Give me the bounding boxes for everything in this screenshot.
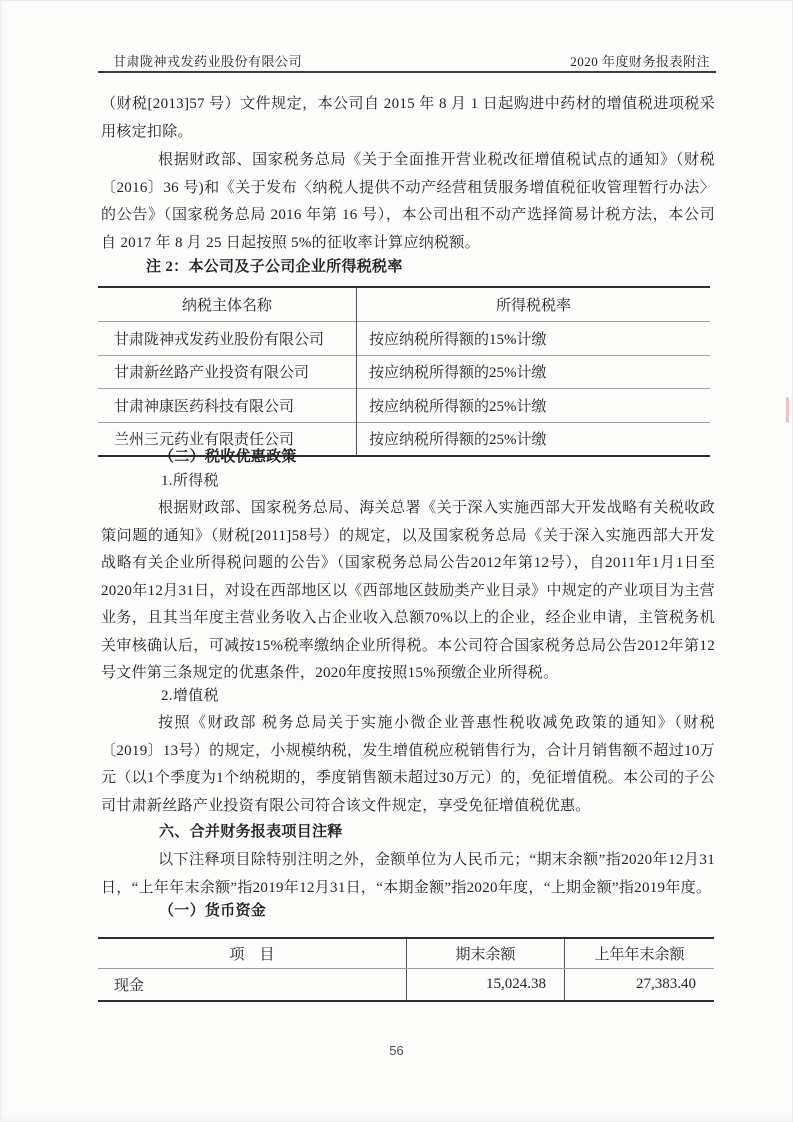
paragraph-western-development-policy: 根据财政部、国家税务总局、海关总署《关于深入实施西部大开发战略有关税收政策问题的通知》（财税[2011]58号）的规定，以及国家税务总局《关于深入实施西部大开发战略有关企业所得税问题的公告》（国家税务总局公告2012年第12号），自2011年1月1日至2020年12月31日，对设在西部地区以《西部地区鼓励类产业目录》中规定的产业项目为主营业务，且其当年度主营业务收入占企业收入总额70%以上的企业，经企业申请，主管税务机关审核确认后，可减按15%税率缴纳企业所得税。本公司符合国家税务总局公告2012年第12号文件第三条规定的优惠条件，2020年度按照15%预缴企业所得税。 bbox=[101, 500, 715, 681]
table-cell-taxpayer: 甘肃神康医药科技有限公司 bbox=[98, 389, 357, 423]
table-row bbox=[98, 969, 714, 1002]
column-header-item: 项 目 bbox=[98, 938, 407, 969]
table-cell-ending-balance: 15,024.38 bbox=[407, 969, 565, 1002]
section-heading-tax-incentives: （二）税收优惠政策 bbox=[159, 449, 297, 465]
subheading-vat: 2.增值税 bbox=[161, 688, 219, 704]
monetary-funds-table bbox=[98, 937, 714, 1002]
subheading-income-tax: 1.所得税 bbox=[161, 473, 219, 489]
paragraph-notes-definitions: 以下注释项目除特别注明之外，金额单位为人民币元；“期末余额”指2020年12月31日，“上年年末余额”指2019年12月31日，“本期金额”指2020年度，“上期金额”指2019年度。 bbox=[101, 852, 715, 896]
table-cell-taxpayer: 甘肃新丝路产业投资有限公司 bbox=[98, 355, 357, 389]
table-row bbox=[98, 389, 710, 423]
table-row bbox=[98, 355, 710, 389]
table-header-row bbox=[98, 938, 714, 969]
table-header-row bbox=[98, 287, 710, 322]
column-header-prior-year-balance: 上年年末余额 bbox=[565, 938, 715, 969]
income-tax-rate-table bbox=[98, 286, 710, 457]
section-heading-consolidated-notes: 六、合并财务报表项目注释 bbox=[159, 824, 343, 840]
note2-heading: 注 2：本公司及子公司企业所得税税率 bbox=[146, 259, 403, 275]
header-doc-title: 2020 年度财务报表附注 bbox=[570, 54, 710, 69]
paragraph-business-tax-reform: 根据财政部、国家税务总局《关于全面推开营业税改征增值税试点的通知》（财税〔2016〕36 号)和《关于发布〈纳税人提供不动产经营租赁服务增值税征收管理暂行办法〉的公告》（国家税务总局 2016 年第 16 号），本公司出租不动产选择简易计税方法，本公司自 2017 年 8 月 25 日起按照 5%的征收率计算应纳税额。 bbox=[101, 152, 715, 251]
subsection-heading-monetary-funds: （一）货币资金 bbox=[159, 903, 267, 919]
paragraph-small-business-vat-relief: 按照《财政部 税务总局关于实施小微企业普惠性税收减免政策的通知》（财税〔2019〕13号）的规定，小规模纳税，发生增值税应税销售行为，合计月销售额不超过10万元（以1个季度为1个纳税期的，季度销售额未超过30万元）的，免征增值税。本公司的子公司甘肃新丝路产业投资有限公司符合该文件规定，享受免征增值税优惠。 bbox=[101, 715, 715, 814]
column-header-ending-balance: 期末余额 bbox=[407, 938, 565, 969]
header-company-name: 甘肃陇神戎发药业股份有限公司 bbox=[113, 54, 303, 69]
table-cell-prior-year-balance: 27,383.40 bbox=[636, 976, 696, 992]
table-cell-rate: 按应纳税所得额的25%计缴 bbox=[357, 355, 711, 389]
table-row bbox=[98, 322, 710, 356]
table-cell-rate: 按应纳税所得额的25%计缴 bbox=[357, 389, 711, 423]
header-rule bbox=[98, 71, 716, 73]
column-header-tax-rate: 所得税税率 bbox=[495, 298, 571, 314]
scan-artifact bbox=[786, 397, 789, 423]
table-cell-taxpayer: 甘肃陇神戎发药业股份有限公司 bbox=[98, 322, 357, 356]
table-cell-rate: 按应纳税所得额的15%计缴 bbox=[357, 322, 711, 356]
page-number: 56 bbox=[389, 1043, 404, 1058]
column-header-taxpayer: 纳税主体名称 bbox=[98, 287, 357, 322]
table-cell-rate: 按应纳税所得额的25%计缴 bbox=[357, 422, 711, 456]
table-cell-item: 现金 bbox=[98, 969, 407, 1002]
table-cell-taxpayer: 兰州三元药业有限责任公司 bbox=[98, 422, 357, 456]
paragraph-vat-deduction: （财税[2013]57 号）文件规定，本公司自 2015 年 8 月 1 日起购进中药材的增值税进项税采用核定扣除。 bbox=[101, 96, 715, 140]
